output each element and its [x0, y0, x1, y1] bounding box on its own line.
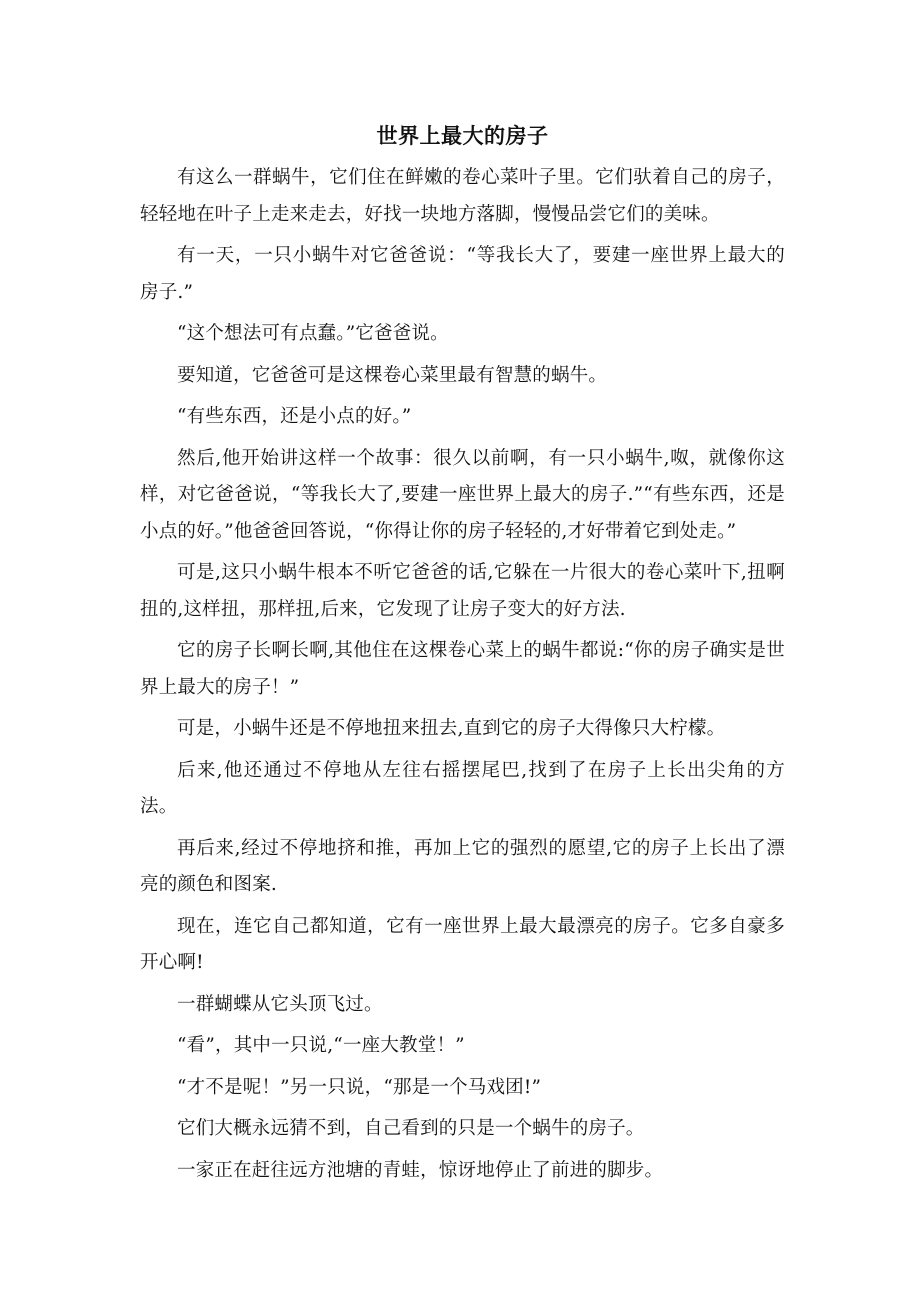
paragraph: 现在，连它自己都知道，它有一座世界上最大最漂亮的房子。它多自豪多开心啊!	[140, 915, 785, 973]
paragraph: 要知道，它爸爸可是这棵卷心菜里最有智慧的蜗牛。	[177, 364, 608, 386]
paragraph: 它的房子长啊长啊,其他住在这棵卷心菜上的蜗牛都说:“你的房子确实是世界上最大的房子！”	[140, 640, 785, 698]
document-title: 世界上最大的房子	[376, 123, 549, 148]
paragraph: 再后来,经过不停地挤和推，再加上它的强烈的愿望,它的房子上长出了漂亮的颜色和图案.	[140, 837, 785, 895]
paragraph: 一群蝴蝶从它头顶飞过。	[177, 993, 383, 1015]
paragraph: 可是，小蜗牛还是不停地扭来扭去,直到它的房子大得像只大柠檬。	[177, 718, 726, 739]
paragraph: “这个想法可有点蠢。”它爸爸说。	[177, 323, 449, 344]
paragraph: 它们大概永远猜不到，自己看到的只是一个蜗牛的房子。	[177, 1118, 645, 1139]
paragraph: “看”，其中一只说,“一座大教堂！”	[177, 1035, 465, 1056]
paragraph: 有这么一群蜗牛，它们住在鲜嫩的卷心菜叶子里。它们驮着自己的房子，轻轻地在叶子上走来走去，好找一块地方落脚，慢慢品尝它们的美味。	[140, 167, 785, 225]
paragraph: “有些东西，还是小点的好。”	[177, 406, 412, 427]
paragraph: “才不是呢！”另一只说，“那是一个马戏团!”	[177, 1076, 542, 1098]
paragraph: 然后,他开始讲这样一个故事：很久以前啊，有一只小蜗牛,呶，就像你这样，对它爸爸说，“等我长大了,要建一座世界上最大的房子.”“有些东西，还是小点的好。”他爸爸回答说，“你得让你的房子轻轻的,才好带着它到处走。”	[140, 447, 785, 542]
paragraph: 后来,他还通过不停地从左往右摇摆尾巴,找到了在房子上长出尖角的方法。	[140, 759, 785, 817]
paragraph: 可是,这只小蜗牛根本不听它爸爸的话,它躲在一片很大的卷心菜叶下,扭啊扭的,这样扭，那样扭,后来，它发现了让房子变大的好方法.	[140, 562, 785, 620]
paragraph: 一家正在赶往远方池塘的青蛙，惊讶地停止了前进的脚步。	[177, 1159, 664, 1181]
document-page	[140, 118, 785, 1194]
paragraph: 有一天，一只小蜗牛对它爸爸说：“等我长大了，要建一座世界上最大的房子.”	[140, 245, 785, 303]
